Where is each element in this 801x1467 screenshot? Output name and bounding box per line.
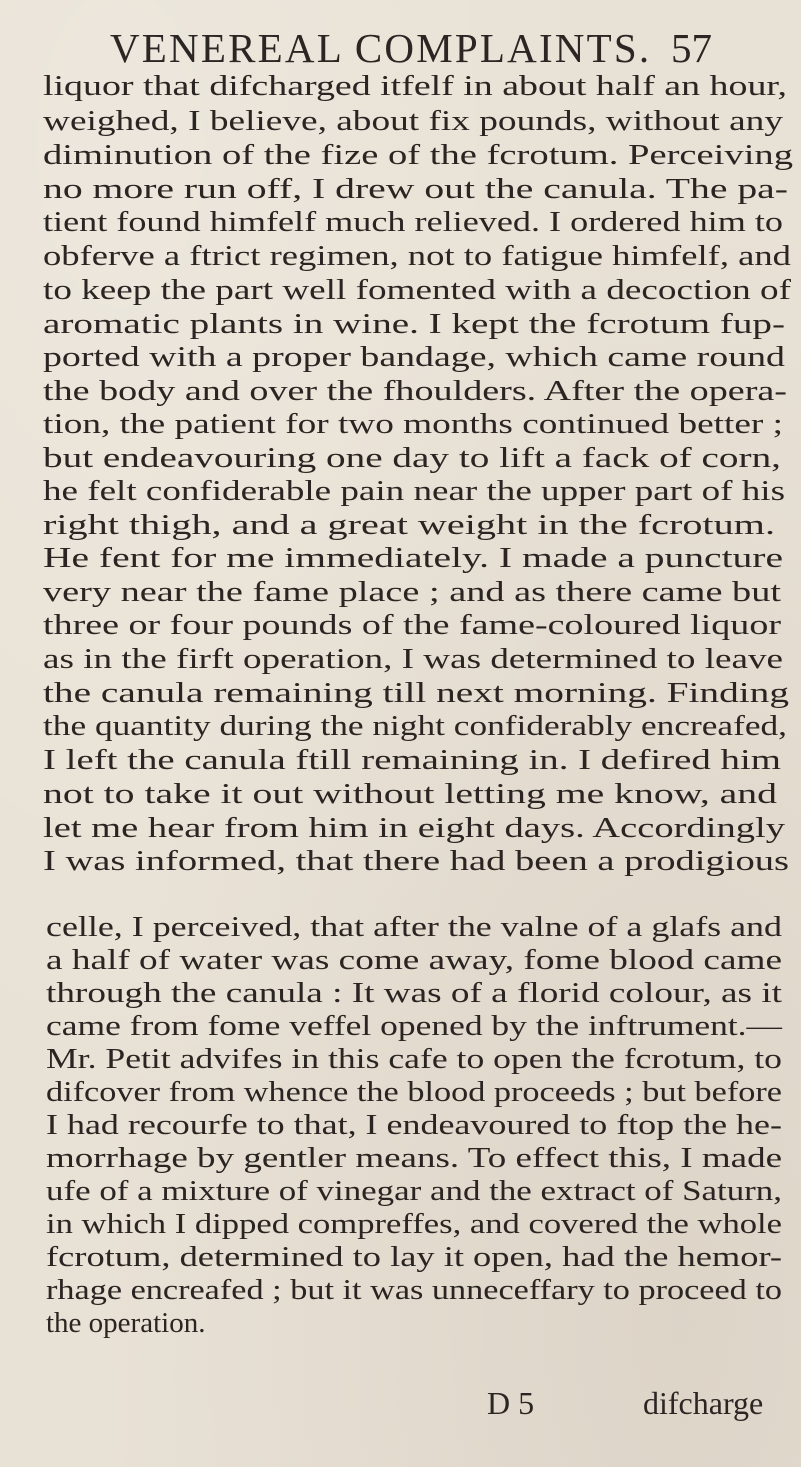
text-line: but endeavouring one day to lift a fack of corn, [43,442,781,474]
catchword: difcharge [643,1385,764,1421]
text-line: very near the fame place ; and as there came but [43,576,781,608]
text-line: I had recourfe to that, I endeavoured to ftop the he- [46,1109,782,1141]
text-line: tion, the patient for two months continued better ; [43,408,783,440]
text-line: tient found himfelf much relieved. I ordered him to [43,206,783,238]
text-line: fcrotum, determined to lay it open, had the hemor- [46,1241,782,1273]
text-line: no more run off, I drew out the canula. The pa- [43,173,788,205]
text-line: the operation. [46,1307,206,1339]
text-line: through the canula : It was of a florid colour, as it [46,977,782,1009]
signature-mark: D 5 [487,1385,535,1421]
text-line: three or four pounds of the fame-coloured liquor [43,609,781,641]
text-line: let me hear from him in eight days. Accordingly [43,812,785,844]
text-line: a half of water was come away, fome blood came [46,944,782,976]
text-line: in which I dipped compreffes, and covered the whole [46,1208,782,1240]
text-line: the canula remaining till next morning. Finding [43,677,789,709]
text-line: the quantity during the night confiderably encreafed, [43,710,787,742]
page-number: 57 [671,25,712,71]
text-line: morrhage by gentler means. To effect this, I made [46,1142,782,1174]
text-line: came from fome veffel opened by the inftrument.— [46,1010,782,1042]
text-line: weighed, I believe, about fix pounds, without any [43,105,783,137]
text-line: celle, I perceived, that after the valne of a glafs and [46,911,782,943]
page-footer [0,1385,801,1435]
text-line: right thigh, and a great weight in the fcrotum. [43,509,775,541]
text-line: he felt confiderable pain near the upper part of his [43,475,785,507]
running-head-title: VENEREAL COMPLAINTS. [110,25,652,71]
text-line: diminution of the fize of the fcrotum. Perceiving [43,139,793,171]
text-line: I was informed, that there had been a prodigious [43,845,789,877]
text-line: difcover from whence the blood proceeds ; but before [46,1076,782,1108]
text-line: not to take it out without letting me know, and [43,778,777,810]
text-line: the body and over the fhoulders. After the opera- [43,375,787,407]
text-line: ufe of a mixture of vinegar and the extract of Saturn, [46,1175,782,1207]
text-line: as in the firft operation, I was determined to leave [43,643,783,675]
text-line: I left the canula ftill remaining in. I defired him [43,744,781,776]
text-line: obferve a ftrict regimen, not to fatigue himfelf, and [43,240,791,272]
text-line: to keep the part well fomented with a decoction of [43,274,791,306]
text-line: He fent for me immediately. I made a puncture [43,542,783,574]
text-line: aromatic plants in wine. I kept the fcrotum fup- [43,308,785,340]
text-line: Mr. Petit advifes in this cafe to open the fcrotum, to [46,1043,782,1075]
text-line: liquor that difcharged itfelf in about half an hour, [43,70,787,102]
text-line: rhage encreafed ; but it was unneceffary to proceed to [46,1274,782,1306]
text-line: ported with a proper bandage, which came round [43,341,785,373]
